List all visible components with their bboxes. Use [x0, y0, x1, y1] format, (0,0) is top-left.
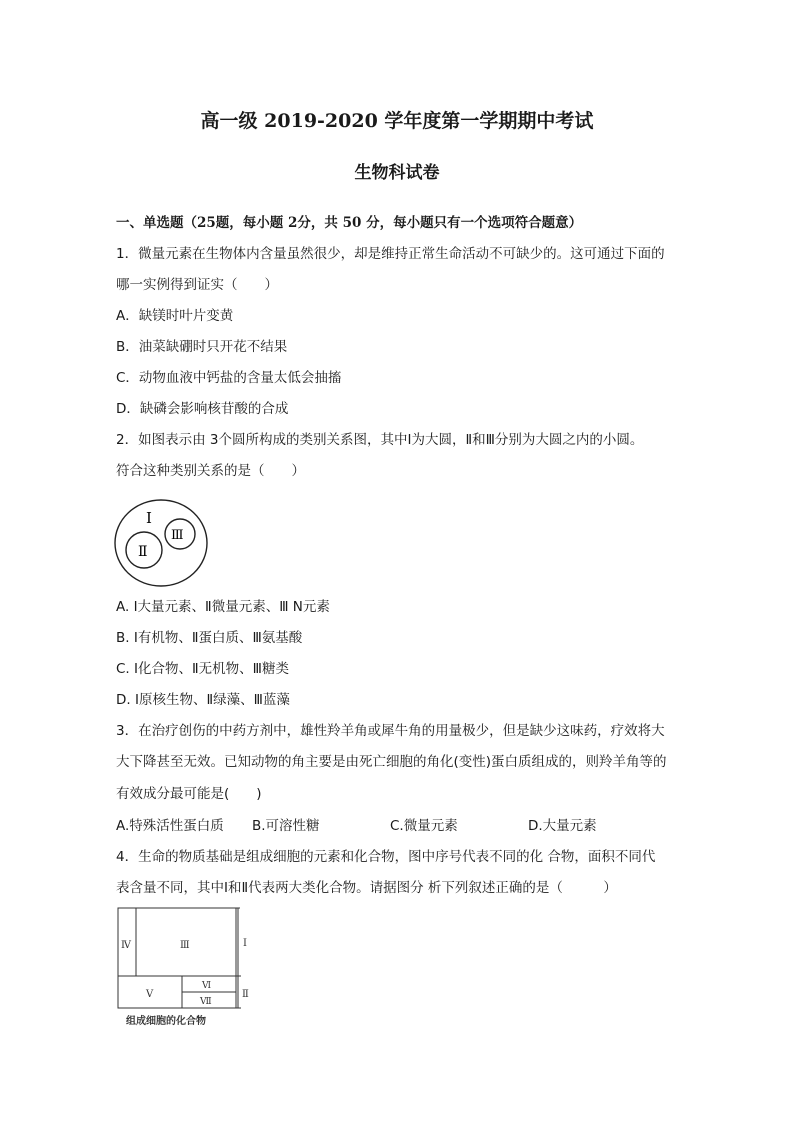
label-iii: Ⅲ — [180, 940, 190, 951]
q1-option-a: A．缺镁时叶片变黄 — [116, 308, 234, 324]
label-small-right: Ⅲ — [171, 528, 184, 543]
q1-option-d: D．缺磷会影响核苷酸的合成 — [116, 401, 289, 417]
q3-stem-line1: 3．在治疗创伤的中药方剂中，雄性羚羊角或犀牛角的用量极少，但是缺少这味药，疗效将大 — [116, 723, 665, 739]
q3-option-a: A.特殊活性蛋白质 — [116, 818, 224, 834]
q3-option-b: B.可溶性糖 — [252, 818, 320, 834]
q1-option-c: C．动物血液中钙盐的含量太低会抽搐 — [116, 370, 342, 386]
q3-stem-line2: 大下降甚至无效。已知动物的角主要是由死亡细胞的角化(变性)蛋白质组成的，则羚羊角等的 — [116, 754, 667, 770]
label-small-left: Ⅱ — [138, 544, 148, 560]
q1-stem-line1: 1．微量元素在生物体内含量虽然很少，却是维持正常生命活动不可缺少的。这可通过下面的 — [116, 246, 665, 262]
q2-option-c: C. Ⅰ化合物、Ⅱ无机物、Ⅲ糖类 — [116, 661, 289, 677]
label-vi: Ⅵ — [202, 981, 212, 991]
q1-stem-line2: 哪一实例得到证实（ ） — [116, 277, 278, 293]
label-vii: Ⅶ — [200, 997, 212, 1007]
q2-option-a: A. Ⅰ大量元素、Ⅱ微量元素、Ⅲ N元素 — [116, 599, 330, 615]
q3-option-d: D.大量元素 — [528, 818, 597, 834]
q2-option-b: B. Ⅰ有机物、Ⅱ蛋白质、Ⅲ氨基酸 — [116, 630, 303, 646]
figure-caption: 组成细胞的化合物 — [126, 1016, 206, 1027]
q1-option-b: B．油菜缺硼时只开花不结果 — [116, 339, 288, 355]
q4-stem-line2: 表含量不同，其中Ⅰ和Ⅱ代表两大类化合物。请据图分 析下列叙述正确的是（ ） — [116, 880, 617, 896]
q3-stem-line3: 有效成分最可能是( ) — [116, 786, 262, 802]
section-heading: 一、单选题（25题，每小题 2分，共 50 分，每小题只有一个选项符合题意） — [116, 215, 583, 231]
q2-stem-line1: 2．如图表示由 3个圆所构成的类别关系图，其中Ⅰ为大圆，Ⅱ和Ⅲ分别为大圆之内的小圆。 — [116, 432, 644, 448]
label-ii: Ⅱ — [242, 989, 249, 1000]
label-i: Ⅰ — [243, 938, 247, 949]
exam-subtitle: 生物科试卷 — [354, 163, 440, 183]
q2-circle-diagram — [112, 497, 210, 589]
q4-compound-diagram — [114, 904, 270, 1028]
q3-option-c: C.微量元素 — [390, 818, 458, 834]
q4-stem-line1: 4．生命的物质基础是组成细胞的元素和化合物，图中序号代表不同的化 合物，面积不同代 — [116, 849, 656, 865]
label-outer: Ⅰ — [146, 509, 152, 527]
q2-option-d: D. Ⅰ原核生物、Ⅱ绿藻、Ⅲ蓝藻 — [116, 692, 290, 708]
exam-title: 高一级 2019-2020 学年度第一学期期中考试 — [200, 110, 594, 132]
q2-stem-line2: 符合这种类别关系的是（ ） — [116, 463, 305, 479]
label-v: Ⅴ — [146, 989, 154, 1000]
label-iv: Ⅳ — [121, 940, 131, 951]
